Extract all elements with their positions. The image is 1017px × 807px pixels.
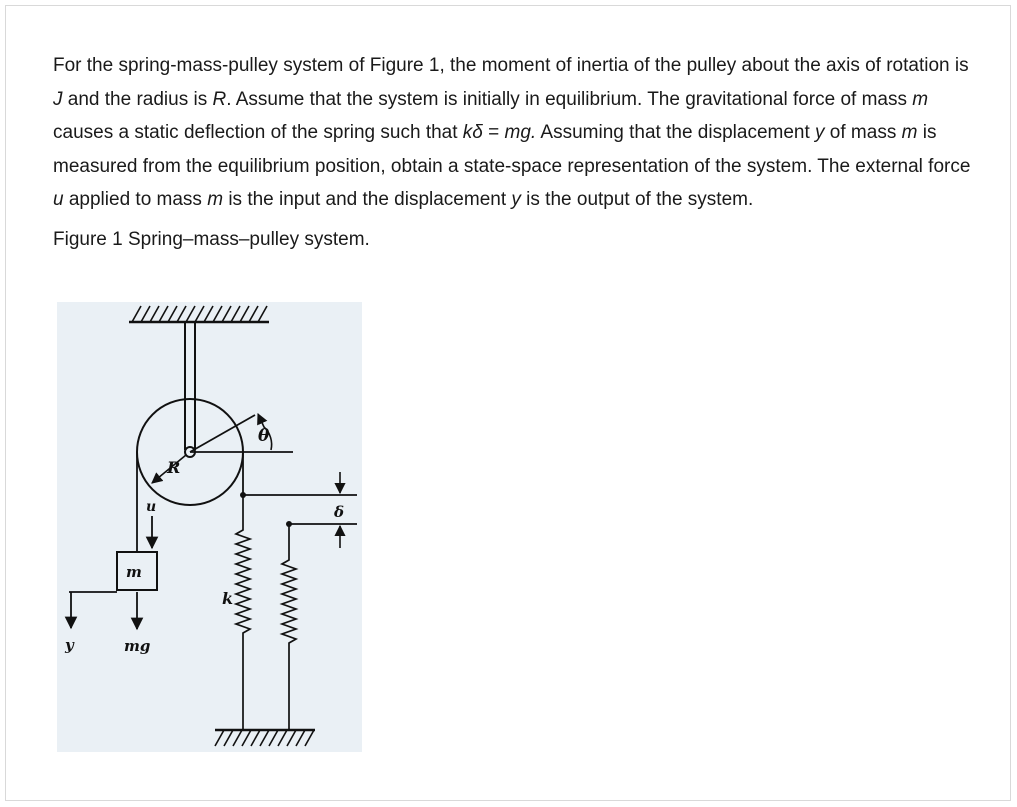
theta-label: θ (258, 426, 270, 446)
math-variable: m (207, 189, 224, 210)
text-segment: and the radius is (62, 88, 213, 110)
text-segment: causes a static deflection of the spring such that (53, 122, 463, 143)
weight-label: mg (124, 637, 151, 655)
pulley-support-rod (185, 322, 195, 450)
text-segment: . Assume that the system is initially in equilibrium. The gravitational force of mass (226, 88, 913, 110)
ground-support (215, 730, 315, 746)
force-u-label: u (146, 499, 157, 515)
diagram-svg (57, 302, 362, 752)
math-variable: y (511, 189, 521, 210)
text-segment: is the input and the displacement (223, 189, 512, 210)
text-segment: applied to mass (63, 189, 208, 210)
text-segment: = (482, 122, 505, 143)
ceiling-support (129, 306, 269, 322)
text-segment: For the spring-mass-pulley system of Figure 1, the moment of inertia of the pulley about the axis of rotation is (53, 55, 969, 76)
spring-constant-label: k (222, 589, 234, 608)
math-variable: y (815, 122, 825, 143)
theta-rotated-line (190, 415, 255, 452)
math-variable: kδ (462, 122, 483, 143)
text-segment: is measured from the equilibrium position, obtain a state-space representation of the system. The external force (53, 122, 971, 177)
spring-unstretched (282, 524, 296, 730)
math-variable: R (212, 88, 227, 110)
math-variable: m (912, 88, 929, 110)
displacement-label: y (65, 636, 74, 654)
problem-content (53, 49, 983, 253)
math-variable: m (901, 122, 918, 143)
text-segment: is the output of the system. (520, 189, 754, 210)
text-segment: Assuming that the displacement (536, 122, 816, 143)
spring-mass-pulley-figure (57, 302, 362, 752)
figure-caption: Figure 1 Spring–mass–pulley system. (53, 228, 370, 250)
delta-label: δ (334, 503, 345, 521)
radius-label: R (167, 458, 181, 477)
text-segment: of mass (824, 122, 902, 143)
problem-statement (53, 49, 983, 217)
math-variable: u (53, 189, 64, 210)
mass-label: m (126, 563, 142, 581)
math-variable: mg. (504, 122, 537, 143)
spring-stretched (236, 495, 250, 730)
math-variable: J (53, 88, 63, 110)
